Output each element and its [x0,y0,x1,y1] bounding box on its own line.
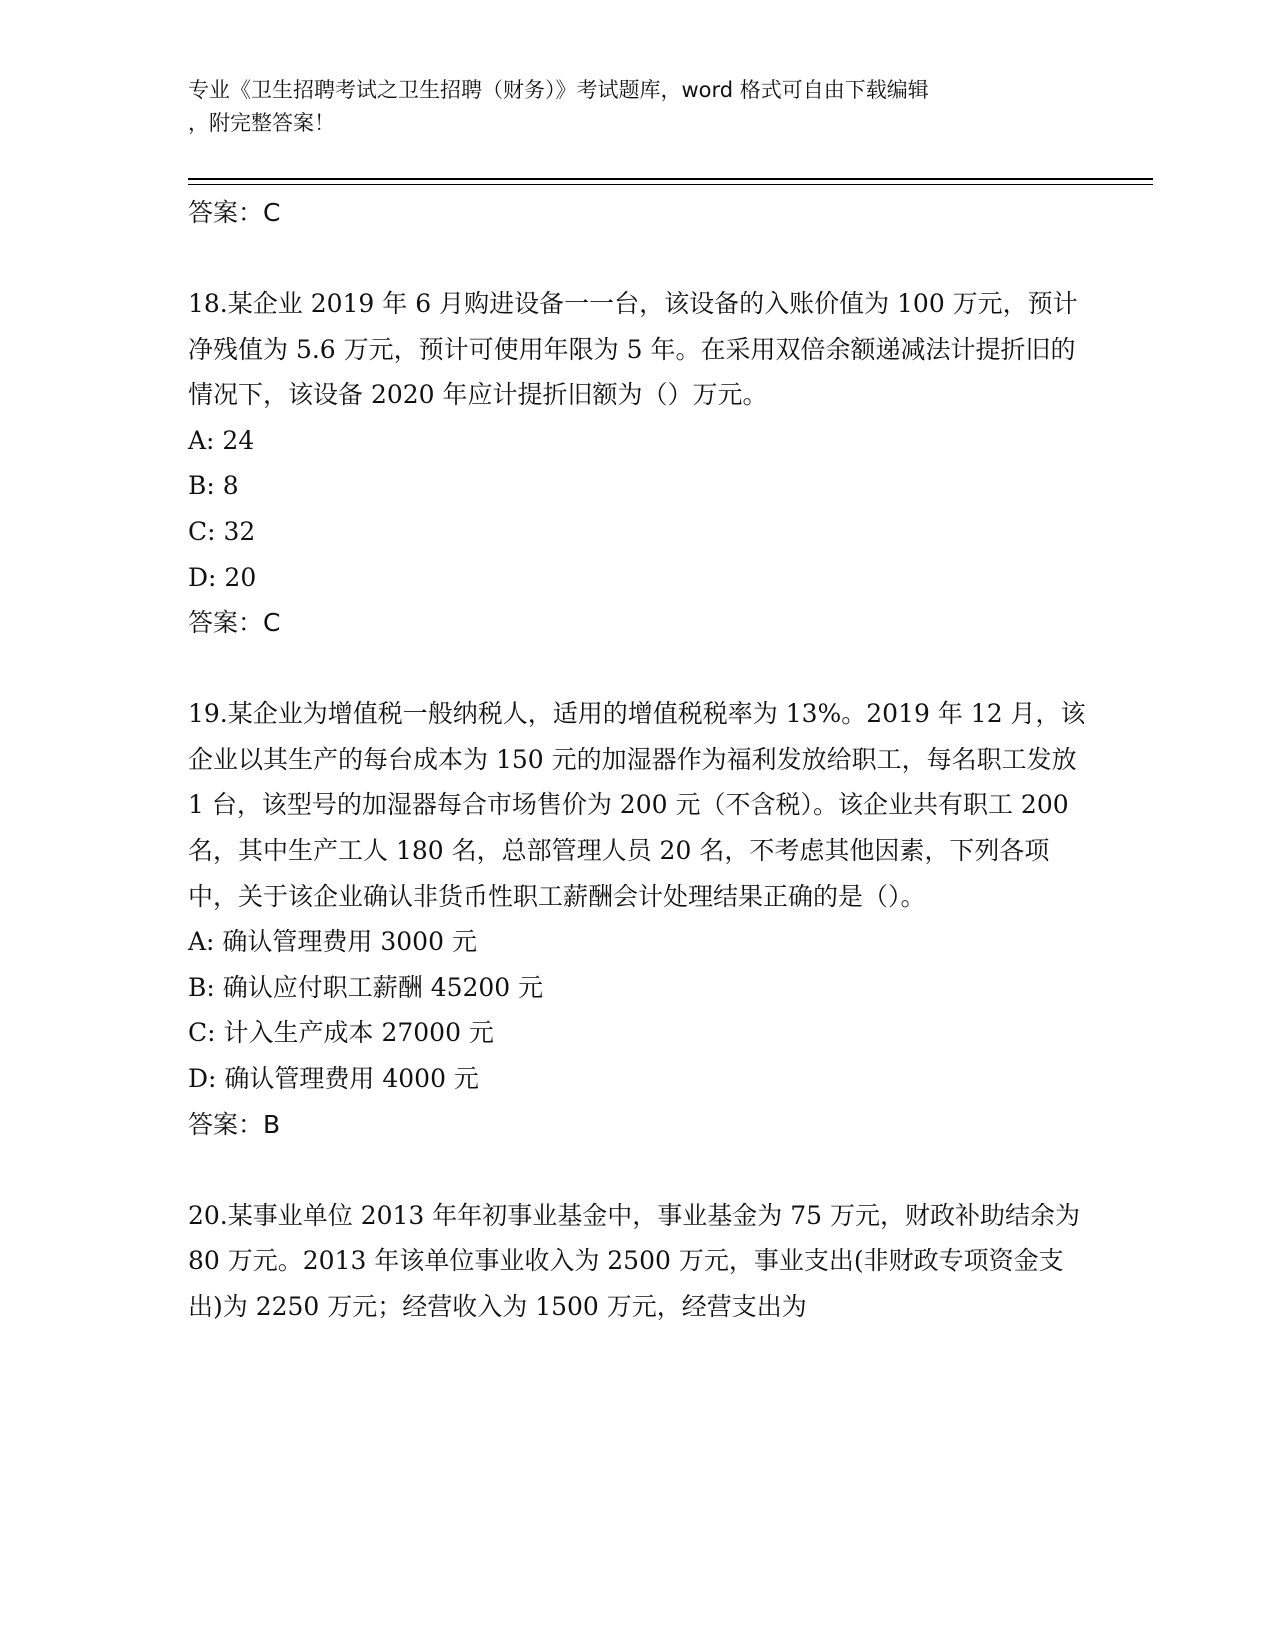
question-18-option-d: D: 20 [188,562,257,592]
answer-17: 答案：C [188,198,281,227]
header-line-1: 专业《卫生招聘考试之卫生招聘（财务）》考试题库，word 格式可自由下载编辑 [188,78,929,102]
document-body [188,190,1088,1329]
page-header [188,74,1068,140]
question-18-text: 18.某企业 2019 年 6 月购进设备一一台，该设备的入账价值为 100 万元，预计净残值为 5.6 万元，预计可使用年限为 5 年。在采用双倍余额递减法计提折旧的情况下，该设备 2020 年应计提折旧额为（）万元。 [188,289,1078,410]
question-18 [188,281,1088,646]
question-19-option-c: C: 计入生产成本 27000 元 [188,1018,494,1048]
question-20-text: 20.某事业单位 2013 年年初事业基金中，事业基金为 75 万元，财政补助结余为 80 万元。2013 年该单位事业收入为 2500 万元，事业支出(非财政专项资金支出)为 2250 万元；经营收入为 1500 万元，经营支出为 [188,1200,1080,1321]
spacer [188,236,1088,281]
question-20 [188,1193,1088,1330]
question-19-option-d: D: 确认管理费用 4000 元 [188,1063,479,1093]
question-19 [188,691,1088,1147]
question-18-option-c: C: 32 [188,516,256,546]
question-19-answer: 答案：B [188,1109,281,1139]
question-19-text: 19.某企业为增值税一般纳税人，适用的增值税税率为 13%。2019 年 12 月，该企业以其生产的每台成本为 150 元的加湿器作为福利发放给职工，每名职工发放 1 台，该型号的加湿器每合市场售价为 200 元（不含税）。该企业共有职工 200 名，其中生产工人 180 名，总部管理人员 20 名，不考虑其他因素，下列各项中，关于该企业确认非货币性职工薪酬会计处理结果正确的是（）。 [188,699,1086,911]
header-rule-thick [188,178,1153,180]
header-rule-thin [188,184,1153,185]
question-18-answer: 答案：C [188,608,281,638]
question-19-option-b: B: 确认应付职工薪酬 45200 元 [188,972,544,1002]
header-line-2: ，附完整答案！ [188,111,335,135]
question-19-option-a: A: 确认管理费用 3000 元 [188,927,477,957]
spacer [188,646,1088,691]
spacer [188,1148,1088,1193]
question-18-option-a: A: 24 [188,425,255,455]
question-18-option-b: B: 8 [188,471,239,501]
